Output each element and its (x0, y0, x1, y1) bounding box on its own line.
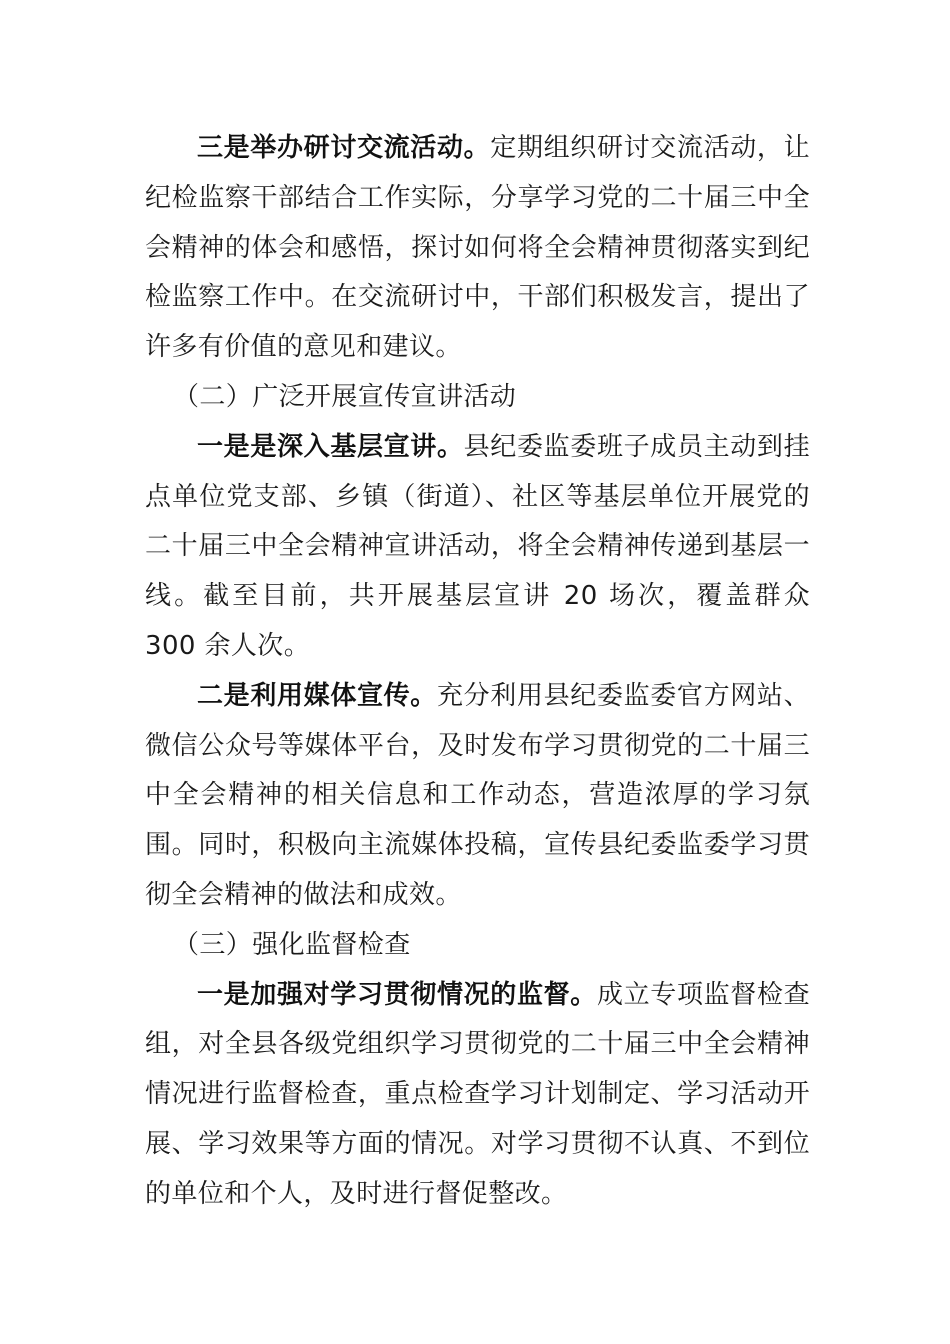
paragraph-media-publicity (145, 672, 810, 921)
section-heading-supervision: （三）强化监督检查 (173, 929, 411, 960)
paragraph-lead: 三是举办研讨交流活动。 (197, 133, 491, 163)
paragraph-supervision-check (145, 971, 810, 1220)
paragraph-lead: 一是是深入基层宣讲。 (197, 431, 464, 462)
paragraph-seminar-exchange (145, 124, 810, 373)
section-heading-publicity: （二）广泛开展宣传宣讲活动 (173, 381, 517, 412)
paragraph-lead: 一是加强对学习贯彻情况的监督。 (197, 979, 597, 1010)
paragraph-body: 充分利用县纪委监委官方网站、微信公众号等媒体平台，及时发布学习贯彻党的二十届三中全会精神的相关信息和工作动态，营造浓厚的学习氛围。同时，积极向主流媒体投稿，宣传县纪委监委学习贯彻全会精神的做法和成效。 (145, 680, 810, 910)
paragraph-body: 成立专项监督检查组，对全县各级党组织学习贯彻党的二十届三中全会精神情况进行监督检查，重点检查学习计划制定、学习活动开展、学习效果等方面的情况。对学习贯彻不认真、不到位的单位和个人，及时进行督促整改。 (145, 979, 810, 1209)
document-page (145, 124, 810, 1220)
paragraph-grassroots-lectures (145, 423, 810, 672)
paragraph-body: 县纪委监委班子成员主动到挂点单位党支部、乡镇（街道）、社区等基层单位开展党的二十届三中全会精神宣讲活动，将全会精神传递到基层一线。截至目前，共开展基层宣讲 20 场次，覆盖群众 300 余人次。 (145, 431, 810, 661)
paragraph-lead: 二是利用媒体宣传。 (197, 680, 437, 711)
paragraph-body: 定期组织研讨交流活动，让纪检监察干部结合工作实际，分享学习党的二十届三中全会精神的体会和感悟，探讨如何将全会精神贯彻落实到纪检监察工作中。在交流研讨中，干部们积极发言，提出了许多有价值的意见和建议。 (145, 133, 810, 363)
